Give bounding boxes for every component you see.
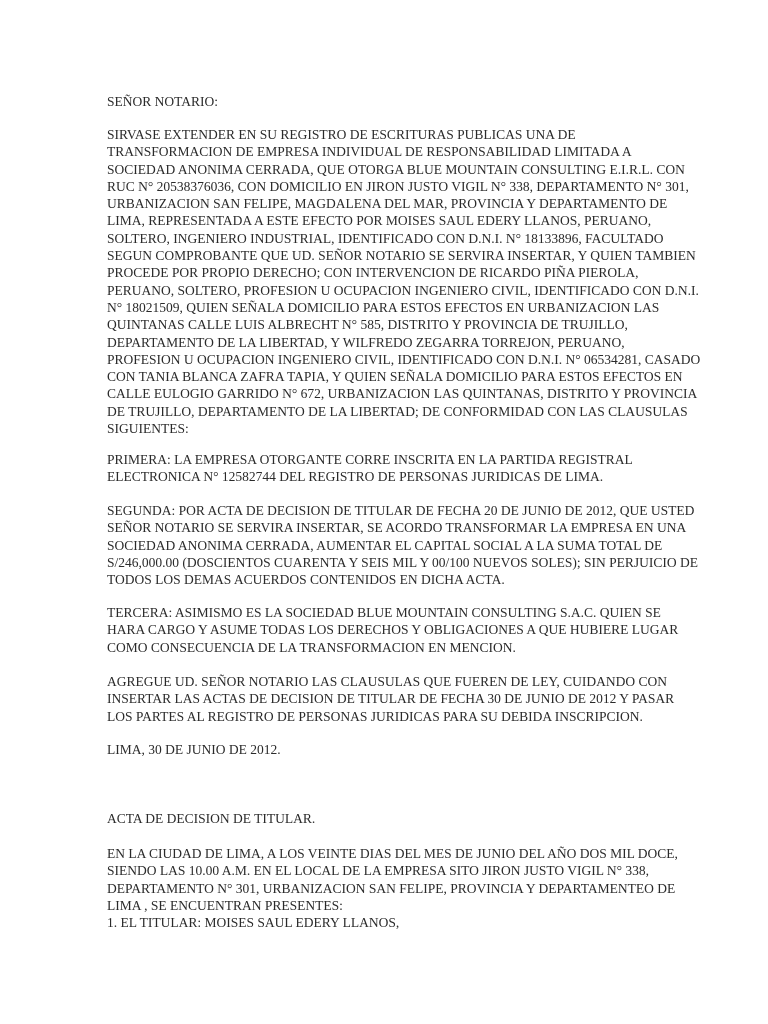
intro-line: SEGUN COMPROBANTE QUE UD. SEÑOR NOTARIO SE SERVIRA INSERTAR, Y QUIEN TAMBIEN	[107, 248, 696, 264]
intro-line: CALLE EULOGIO GARRIDO N° 672, URBANIZACION LAS QUINTANAS, DISTRITO Y PROVINCIA	[107, 386, 698, 402]
clause-line: LOS PARTES AL REGISTRO DE PERSONAS JURIDICAS PARA SU DEBIDA INSCRIPCION.	[107, 708, 643, 724]
intro-line: N° 18021509, QUIEN SEÑALA DOMICILIO PARA ESTOS EFECTOS EN URBANIZACION LAS	[107, 299, 660, 315]
clause-line: AGREGUE UD. SEÑOR NOTARIO LAS CLAUSULAS QUE FUEREN DE LEY, CUIDANDO CON	[107, 674, 668, 689]
intro-paragraph	[107, 126, 701, 437]
intro-line: SIRVASE EXTENDER EN SU REGISTRO DE ESCRITURAS PUBLICAS UNA DE	[107, 127, 576, 142]
intro-line: URBANIZACION SAN FELIPE, MAGDALENA DEL MAR, PROVINCIA Y DEPARTAMENTO DE	[107, 196, 668, 212]
acta-line: EN LA CIUDAD DE LIMA, A LOS VEINTE DIAS DEL MES DE JUNIO DEL AÑO DOS MIL DOCE,	[107, 846, 678, 861]
intro-line: QUINTANAS CALLE LUIS ALBRECHT N° 585, DISTRITO Y PROVINCIA DE TRUJILLO,	[107, 317, 628, 333]
intro-line: CON TANIA BLANCA ZAFRA TAPIA, Y QUIEN SEÑALA DOMICILIO PARA ESTOS EFECTOS EN	[107, 369, 683, 385]
clause-agregue	[107, 673, 675, 725]
clause-primera	[107, 451, 667, 486]
clause-line: SOCIEDAD ANONIMA CERRADA, AUMENTAR EL CAPITAL SOCIAL A LA SUMA TOTAL DE	[107, 537, 663, 553]
clause-line: TODOS LOS DEMAS ACUERDOS CONTENIDOS EN DICHA ACTA.	[107, 572, 505, 588]
clause-line: S/246,000.00 (DOSCIENTOS CUARENTA Y SEIS MIL Y 00/100 NUEVOS SOLES); SIN PERJUICIO DE	[107, 554, 698, 570]
acta-title-line: ACTA DE DECISION DE TITULAR.	[107, 811, 316, 826]
salutation	[107, 93, 667, 110]
acta-line: SIENDO LAS 10.00 A.M. EN EL LOCAL DE LA EMPRESA SITO JIRON JUSTO VIGIL N° 338,	[107, 863, 650, 879]
clause-line: COMO CONSECUENCIA DE LA TRANSFORMACION EN MENCION.	[107, 639, 516, 655]
clause-line: INSERTAR LAS ACTAS DE DECISION DE TITULAR DE FECHA 30 DE JUNIO DE 2012 Y PASAR	[107, 691, 675, 707]
acta-body	[107, 845, 678, 931]
clause-tercera	[107, 604, 679, 656]
clause-segunda	[107, 502, 698, 588]
intro-line: DE TRUJILLO, DEPARTAMENTO DE LA LIBERTAD; DE CONFORMIDAD CON LAS CLAUSULAS	[107, 403, 688, 419]
intro-line: RUC N° 20538376036, CON DOMICILIO EN JIRON JUSTO VIGIL N° 338, DEPARTAMENTO N° 301,	[107, 178, 689, 194]
date-line: LIMA, 30 DE JUNIO DE 2012.	[107, 742, 281, 757]
intro-line: SIGUIENTES:	[107, 421, 189, 437]
acta-line: DEPARTAMENTO N° 301, URBANIZACION SAN FELIPE, PROVINCIA Y DEPARTAMENTEO DE	[107, 880, 676, 896]
clause-line: TERCERA: ASIMISMO ES LA SOCIEDAD BLUE MOUNTAIN CONSULTING S.A.C. QUIEN SE	[107, 605, 661, 620]
salutation-line: SEÑOR NOTARIO:	[107, 94, 219, 109]
intro-line: DEPARTAMENTO DE LA LIBERTAD, Y WILFREDO ZEGARRA TORREJON, PERUANO,	[107, 334, 625, 350]
document-date	[107, 741, 667, 758]
intro-line: PROCEDE POR PROPIO DERECHO; CON INTERVENCION DE RICARDO PIÑA PIEROLA,	[107, 265, 639, 281]
acta-line: 1. EL TITULAR: MOISES SAUL EDERY LLANOS,	[107, 915, 400, 931]
intro-line: SOCIEDAD ANONIMA CERRADA, QUE OTORGA BLUE MOUNTAIN CONSULTING E.I.R.L. CON	[107, 161, 685, 177]
intro-line: PERUANO, SOLTERO, PROFESION U OCUPACION INGENIERO CIVIL, IDENTIFICADO CON D.N.I.	[107, 282, 699, 298]
intro-line: LIMA, REPRESENTADA A ESTE EFECTO POR MOISES SAUL EDERY LLANOS, PERUANO,	[107, 213, 652, 229]
intro-line: TRANSFORMACION DE EMPRESA INDIVIDUAL DE RESPONSABILIDAD LIMITADA A	[107, 144, 632, 160]
clause-line: PRIMERA: LA EMPRESA OTORGANTE CORRE INSCRITA EN LA PARTIDA REGISTRAL	[107, 452, 633, 467]
clause-line: SEÑOR NOTARIO SE SERVIRA INSERTAR, SE ACORDO TRANSFORMAR LA EMPRESA EN UNA	[107, 520, 687, 536]
clause-line: SEGUNDA: POR ACTA DE DECISION DE TITULAR DE FECHA 20 DE JUNIO DE 2012, QUE USTED	[107, 503, 695, 518]
acta-line: LIMA , SE ENCUENTRAN PRESENTES:	[107, 897, 343, 913]
clause-line: HARA CARGO Y ASUME TODAS LOS DERECHOS Y OBLIGACIONES A QUE HUBIERE LUGAR	[107, 622, 679, 638]
acta-title	[107, 810, 667, 827]
intro-line: SOLTERO, INGENIERO INDUSTRIAL, IDENTIFICADO CON D.N.I. N° 18133896, FACULTADO	[107, 230, 664, 246]
intro-line: PROFESION U OCUPACION INGENIERO CIVIL, IDENTIFICADO CON D.N.I. N° 06534281, CASADO	[107, 351, 701, 367]
clause-line: ELECTRONICA N° 12582744 DEL REGISTRO DE PERSONAS JURIDICAS DE LIMA.	[107, 469, 604, 485]
